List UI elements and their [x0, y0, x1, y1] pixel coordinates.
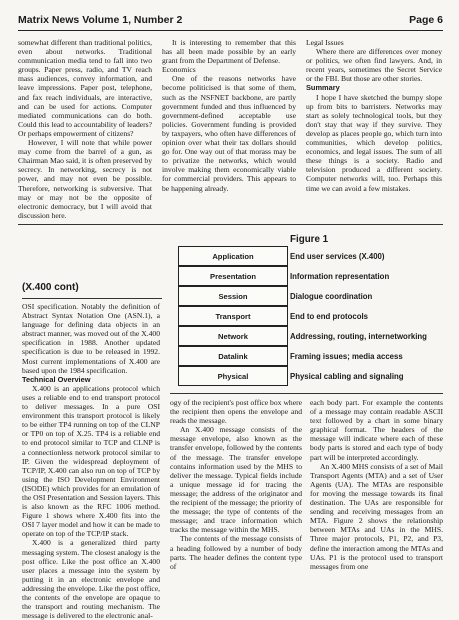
section-rule: [18, 224, 443, 225]
paragraph: I hope I have sketched the bumpy slope up from bits to barristers. Networks may start as solely technological tools, but they don't stay that way if they survive. They develop as places people go, which turn into communities, which develop politics, economics, and legal issues. The sum of all these things is a society. Radio and television produced a different society. Computer networks will, too. Perhaps this time we can avoid a few mistakes.: [306, 92, 442, 193]
title-underline: [22, 298, 162, 299]
top-column-1: [18, 38, 152, 220]
section-column-middle: [170, 398, 302, 571]
paragraph: However, I will note that while power may come from the barrel of a gun, as Chairman Mao said, it is often preserved by secrecy. In networking, secrecy is not power, and may not even be possible. Therefore, networking is subversive. That may or may not be the opposite of electronic democracy, but I will avoid that discussion here.: [18, 138, 152, 220]
layer-desc-datalink: Framing issues; media access: [290, 352, 403, 361]
figure-title: Figure 1: [290, 234, 329, 245]
layer-box-application: Application: [178, 246, 288, 266]
paragraph: An X.400 message consists of the message envelope, also known as the transfer envelope, followed by the contents of the message. The transfer envelope contains information used by the MHS to deliver the message. Typical fields include a unique message id for tracing the message; the address of the originator and the recipient of the message; the priority of the message; the type of contents of the message; and trace information which tracks the message within the MHS.: [170, 425, 302, 535]
paragraph: ogy of the recipient's post office box where the recipient then opens the envelope and reads the message.: [170, 398, 302, 426]
layer-box-presentation: Presentation: [178, 266, 288, 286]
figure-rule: [170, 393, 443, 394]
subheading-summary: Summary: [306, 83, 340, 93]
paragraph: X.400 is an applications protocol which uses a reliable end to end transport protocol to deliver messages. In a pure OSI environment this transport protocol is likely to be either TP4 running on top of the CLNP or TP0 on top of X.25. TP4 is a reliable end to end protocol similar to TCP and CLNP is a connectionless network protocol similar to IP. Given the widespread deployment of TCP/IP, X.400 can also run on top of TCP by using the ISO Development Environment (ISODE) which provides for an emulation of the OSI Presentation and Session layers. This is also known as the RFC 1006 method. Figure 1 shows where X.400 fits into the OSI 7 layer model and how it can be made to operate on top of the TCP/IP stack.: [22, 383, 161, 539]
page-number: Page 6: [409, 14, 443, 26]
layer-desc-presentation: Information representation: [290, 272, 390, 281]
paragraph: somewhat different than traditional politics, even about networks. Traditional communication media tend to fall into two groups. Paper press, radio, and TV reach mass audiences, convey information, and leave impressions. Paper post, telephone, and fax reach individuals, are interactive, and can be used for actions. Computer mediated communications can do both. Could this lead to accountability of leaders? Or perhaps empowerment of citizens?: [18, 38, 152, 138]
subheading-economics: Economics: [162, 65, 196, 75]
layer-box-session: Session: [178, 286, 288, 306]
section-column-left: [22, 302, 160, 620]
paragraph: X.400 is a generalized third party messaging system. The closest analogy is the post office. Like the post office an X.400 user places a message into the system by putting it in an electronic envelope and addressing the envelope. Like the post office, the contents of the envelope are opaque to the transport and routing mechanism. The message is delivered to the electronic anal-: [22, 538, 160, 620]
top-column-2: [162, 38, 296, 193]
layer-box-transport: Transport: [178, 306, 288, 326]
subheading-technical-overview: Technical Overview: [22, 374, 91, 384]
top-column-3: [306, 38, 442, 193]
newsletter-title: Matrix News Volume 1, Number 2: [18, 14, 183, 26]
layer-box-network: Network: [178, 326, 288, 346]
paragraph: The contents of the message consists of a heading followed by a number of body parts. The header defines the content type of: [170, 534, 302, 571]
layer-desc-network: Addressing, routing, internetworking: [290, 332, 427, 341]
header-rule: [18, 30, 443, 31]
layer-desc-transport: End to end protocols: [290, 312, 368, 321]
layer-box-datalink: Datalink: [178, 346, 288, 366]
paragraph: each body part. For example the contents of a message may contain readable ASCII text followed by a chart in some binary graphical format. The headers of the message will indicate where each of these body parts is stored and each type of body part will be interpreted accordingly.: [310, 398, 443, 462]
layer-desc-application: End user services (X.400): [290, 252, 385, 261]
page-header: [18, 14, 443, 28]
layer-desc-session: Dialogue coordination: [290, 292, 373, 301]
section-title: (X.400 cont): [22, 282, 79, 293]
paragraph: Where there are differences over money or politics, we often find lawyers. And, in recent years, sometimes the Secret Service or the FBI. But those are other stories.: [306, 47, 442, 84]
layer-desc-physical: Physical cabling and signaling: [290, 372, 404, 381]
paragraph: One of the reasons networks have become politicised is that some of them, such as the NSFNET backbone, are partly government funded and thus influenced by government-defined acceptable use policies. Government funding is provided by taxpayers, who often have differences of opinion over what their tax dollars should go for. One way out of that morass may be to privatize the networks, which would involve making them economically viable for commercial providers. This appears to be happening already.: [162, 74, 296, 193]
paragraph: An X.400 MHS consists of a set of Mail Transport Agents (MTA) and a set of User Agents (UA). The MTAs are responsible for moving the message towards its final destination. The UAs are responsible for sending and receiving messages from an MTA. Figure 2 shows the relationship between MTAs and UAs in the MHS. Three major protocols, P1, P2, and P3, define the interaction among the MTAs and UAs. P1 is the protocol used to transport messages from one: [310, 461, 443, 571]
subheading-legal-issues: Legal Issues: [306, 38, 344, 47]
paragraph: OSI specification. Notably the definition of Abstract Syntax Notation One (ASN.1), a language for defining data objects in an abstract manner, was moved out of the X.400 specification in 1988. Another updated specification is due to be released in 1992. Most current implementations of X.400 are based upon the 1984 specification.: [22, 302, 160, 375]
paragraph: It is interesting to remember that this has all been made possible by an early grant from the Department of Defense.: [162, 38, 296, 66]
layer-box-physical: Physical: [178, 366, 288, 386]
section-column-right: [310, 398, 443, 571]
